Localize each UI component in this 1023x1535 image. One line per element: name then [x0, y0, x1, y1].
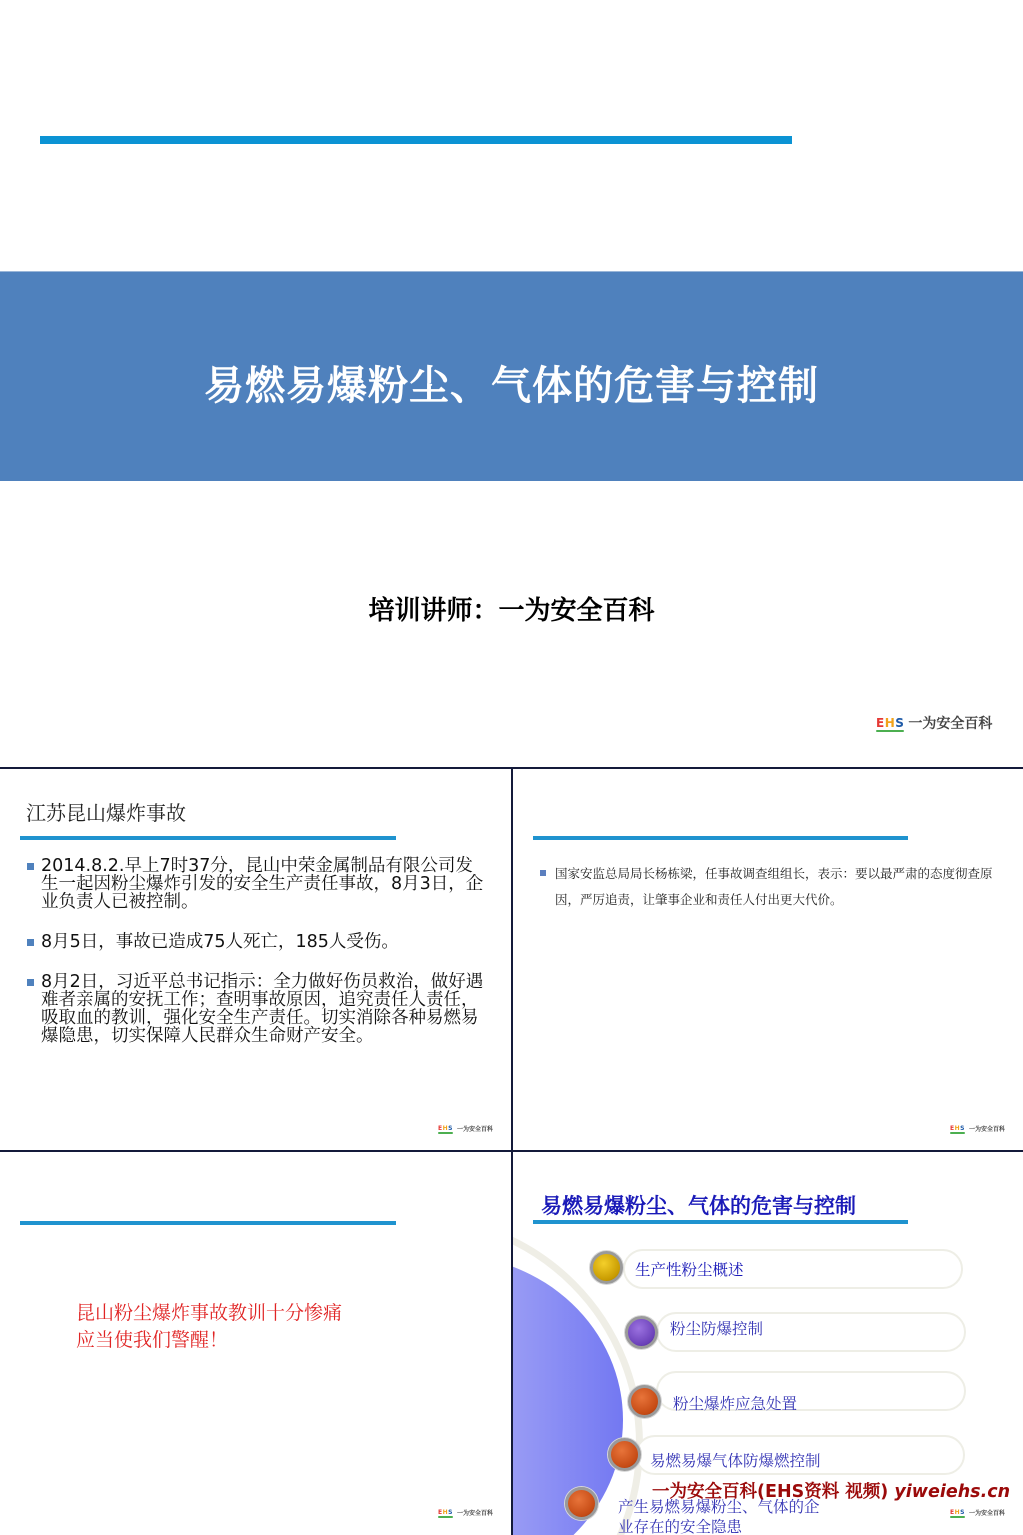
- slide-investigation: [513, 769, 1023, 1150]
- accent-line: [533, 836, 908, 840]
- warning-text: 昆山粉尘爆炸事故教训十分惨痛 应当使我们警醒！: [76, 1302, 343, 1351]
- ehs-logo-icon: EHS: [438, 1125, 453, 1132]
- ehs-logo: EHS 一为安全百科: [950, 1125, 1005, 1133]
- presenter-label: 培训讲师：一为安全百科: [368, 596, 655, 626]
- accent-line: [20, 836, 396, 840]
- bullet-item: 8月2日，习近平总书记指示：全力做好伤员救治，做好遇难者亲属的安抚工作；查明事故原因，追究责任人责任，吸取血的教训，强化安全生产责任。切实消除各种易燃易爆隐患，切实保障人民群众生命财产安全。: [26, 973, 486, 1045]
- ehs-logo: EHS 一为安全百科: [438, 1125, 493, 1133]
- slide-warning: [0, 1152, 511, 1535]
- title-slide: [0, 0, 1023, 767]
- accent-line: [533, 1220, 908, 1224]
- outline-item-label[interactable]: 生产性粉尘概述: [635, 1261, 744, 1279]
- bullet-list: [540, 861, 1010, 913]
- accent-line: [20, 1221, 396, 1225]
- outline-item-label[interactable]: 粉尘防爆控制: [670, 1320, 764, 1338]
- ehs-logo-icon: EHS: [876, 716, 905, 730]
- ehs-logo-icon: EHS: [438, 1509, 453, 1516]
- purple-ball-icon: [625, 1316, 658, 1349]
- ehs-logo: EHS 一为安全百科: [438, 1509, 493, 1517]
- ehs-logo: EHS 一为安全百科: [950, 1509, 1005, 1517]
- ehs-logo-icon: EHS: [950, 1509, 965, 1516]
- outline-item-label[interactable]: 产生易燃易爆粉尘、气体的企 业存在的安全隐患: [618, 1498, 820, 1535]
- logo-text: 一为安全百科: [908, 716, 993, 732]
- bullet-list: [26, 857, 486, 1067]
- orange-ball-icon: [628, 1385, 661, 1418]
- slide-title: 易燃易爆粉尘、气体的危害与控制: [541, 1194, 856, 1218]
- bullet-item: 8月5日，事故已造成75人死亡，185人受伤。: [26, 933, 486, 951]
- orange-ball-icon: [565, 1487, 598, 1520]
- orange-ball-icon: [608, 1438, 641, 1471]
- outline-item-label[interactable]: 粉尘爆炸应急处置: [673, 1395, 798, 1413]
- main-title: 易燃易爆粉尘、气体的危害与控制: [204, 363, 819, 409]
- yellow-ball-icon: [590, 1251, 623, 1284]
- watermark: 一为安全百科(EHS资料 视频) yiweiehs.cn: [652, 1482, 1011, 1502]
- accent-line: [40, 136, 792, 144]
- slide-heading: 江苏昆山爆炸事故: [26, 801, 186, 825]
- watermark-url[interactable]: yiweiehs.cn: [894, 1482, 1011, 1502]
- bullet-item: 国家安监总局局长杨栋梁，任事故调查组组长，表示：要以最严肃的态度彻查原因，严厉追责，让肇事企业和责任人付出更大代价。: [540, 861, 1010, 913]
- outline-item-label[interactable]: 易燃易爆气体防爆燃控制: [650, 1452, 821, 1470]
- slide-kunshan-accident: [0, 769, 511, 1150]
- ehs-logo: [876, 713, 992, 733]
- bullet-item: 2014.8.2.早上7时37分，昆山中荣金属制品有限公司发生一起因粉尘爆炸引发的安全生产责任事故，8月3日，企业负责人已被控制。: [26, 857, 486, 911]
- ehs-logo-icon: EHS: [950, 1125, 965, 1132]
- title-band: [0, 271, 1023, 481]
